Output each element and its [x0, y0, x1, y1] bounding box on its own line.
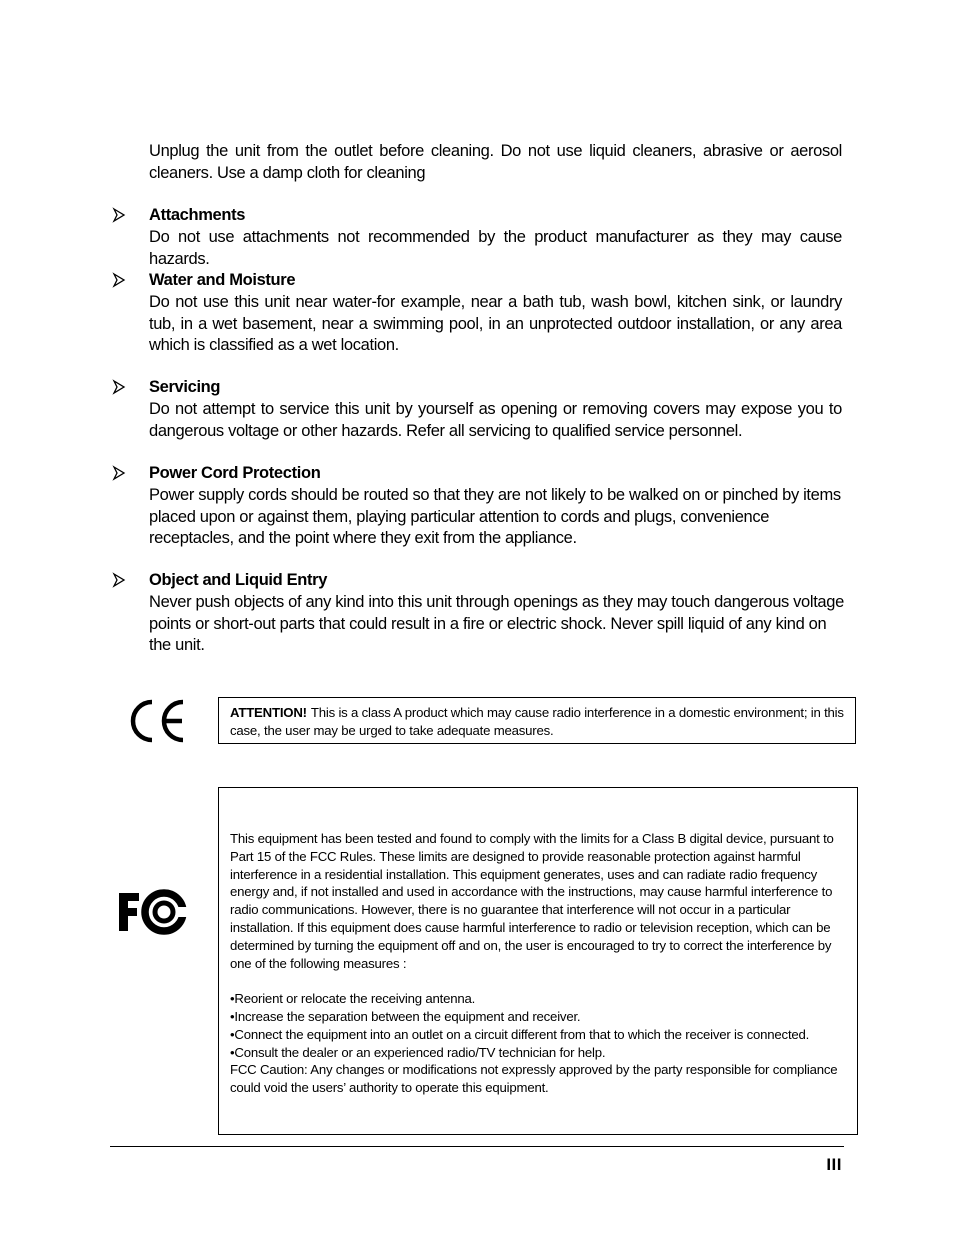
arrowhead-bullet-icon: [110, 206, 128, 224]
section-body: Do not attempt to service this unit by yourself as opening or removing covers may expose you to dangerous voltage or other hazards. Refer all servicing to qualified service personnel.: [149, 400, 842, 440]
footer-divider: [110, 1146, 844, 1147]
section-title: Object and Liquid Entry: [149, 571, 328, 589]
section-title: Water and Moisture: [149, 271, 296, 289]
cleaning-paragraph: Unplug the unit from the outlet before cleaning. Do not use liquid cleaners, abrasive or aerosol cleaners. Use a damp cloth for cleaning: [149, 142, 842, 182]
fcc-measures-list: [230, 990, 847, 1061]
fcc-statement-box: [218, 787, 858, 1135]
list-item: •Increase the separation between the equipment and receiver.: [230, 1008, 581, 1024]
list-item: •Connect the equipment into an outlet on a circuit different from that to which the receiver is connected.: [230, 1026, 810, 1042]
fcc-compliance-paragraph: This equipment has been tested and found to comply with the limits for a Class B digital device, pursuant to Part 15 of the FCC Rules. These limits are designed to provide reasonable protection against harmful interference in a residential installation. This equipment generates, uses and can radiate radio frequency energy and, if not installed and used in accordance with the instructions, may cause harmful interference to radio communications. However, there is no guarantee that interference will not occur in a particular installation. If this equipment does cause harmful interference to radio or television reception, which can be determined by turning the equipment off and on, the user is encouraged to try to correct the interference by one of the following measures :: [230, 831, 834, 971]
fcc-logo: [117, 889, 187, 935]
list-item: •Reorient or relocate the receiving antenna.: [230, 991, 476, 1007]
section-body: Power supply cords should be routed so that they are not likely to be walked on or pinched by items placed upon or against them, playing particular attention to cords and plugs, convenience receptacles, and the point where they exit from the appliance.: [149, 486, 841, 547]
section-body: Do not use attachments not recommended by the product manufacturer as they may cause hazards.: [149, 228, 842, 268]
arrowhead-bullet-icon: [110, 378, 128, 396]
attention-notice: [218, 697, 856, 744]
section-title: Servicing: [149, 378, 221, 396]
section-title: Attachments: [149, 206, 246, 224]
arrowhead-bullet-icon: [110, 464, 128, 482]
section-title: Power Cord Protection: [149, 464, 321, 482]
section-body: Never push objects of any kind into this unit through openings as they may touch dangerous voltage points or short-out parts that could result in a fire or electric shock. Never spill liquid of any kind on the unit.: [149, 593, 844, 654]
fcc-caution-paragraph: FCC Caution: Any changes or modifications not expressly approved by the party responsible for compliance could void the users’ authority to operate this equipment.: [230, 1062, 838, 1096]
arrowhead-bullet-icon: [110, 271, 128, 289]
attention-text: This is a class A product which may cause radio interference in a domestic environment; in this case, the user may be urged to take adequate measures.: [230, 705, 844, 738]
arrowhead-bullet-icon: [110, 571, 128, 589]
attention-label: ATTENTION!: [230, 705, 307, 720]
ce-mark-logo: [126, 694, 188, 746]
list-item: •Consult the dealer or an experienced radio/TV technician for help.: [230, 1044, 606, 1060]
section-body: Do not use this unit near water-for example, near a bath tub, wash bowl, kitchen sink, or laundry tub, in a wet basement, near a swimming pool, in an unprotected outdoor installation, or any area which is classified as a wet location.: [149, 293, 842, 354]
page-number: III: [826, 1155, 842, 1174]
